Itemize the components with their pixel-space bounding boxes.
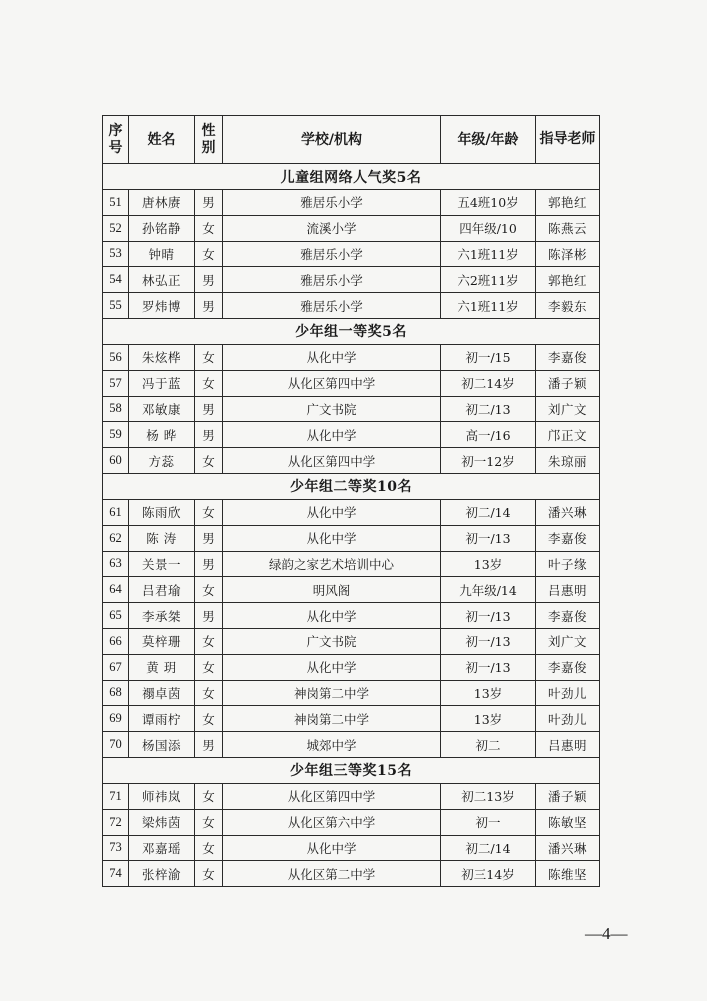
cell-name: 禤卓茵 [129,680,195,706]
cell-grade: 初二/14 [441,835,536,861]
table-row [103,809,600,835]
cell-school: 雅居乐小学 [223,241,441,267]
cell-school: 从化中学 [223,654,441,680]
cell-gender: 男 [195,525,223,551]
cell-gender: 女 [195,706,223,732]
cell-index: 70 [103,732,129,758]
table-row [103,344,600,370]
cell-school: 雅居乐小学 [223,190,441,216]
cell-index: 73 [103,835,129,861]
cell-school: 明风阁 [223,577,441,603]
cell-school: 从化区第六中学 [223,809,441,835]
cell-school: 雅居乐小学 [223,267,441,293]
cell-index: 63 [103,551,129,577]
cell-index: 72 [103,809,129,835]
cell-teacher: 李嘉俊 [536,654,600,680]
cell-school: 从化区第四中学 [223,448,441,474]
cell-gender: 女 [195,215,223,241]
cell-grade: 初二/13 [441,396,536,422]
cell-grade: 初二14岁 [441,370,536,396]
section-header-row [103,164,600,190]
cell-school: 城郊中学 [223,732,441,758]
cell-teacher: 潘兴琳 [536,835,600,861]
cell-name: 冯于蓝 [129,370,195,396]
header-index: 序号 [103,116,129,164]
cell-name: 关景一 [129,551,195,577]
cell-gender: 女 [195,448,223,474]
cell-gender: 男 [195,267,223,293]
cell-school: 绿韵之家艺术培训中心 [223,551,441,577]
cell-grade: 六1班11岁 [441,293,536,319]
cell-gender: 男 [195,732,223,758]
cell-name: 李承桀 [129,603,195,629]
award-roster-table [102,115,600,887]
cell-gender: 女 [195,783,223,809]
cell-teacher: 郭艳红 [536,190,600,216]
cell-grade: 九年级/14 [441,577,536,603]
cell-teacher: 朱琼丽 [536,448,600,474]
cell-teacher: 叶劲儿 [536,680,600,706]
table-row [103,654,600,680]
cell-teacher: 李毅东 [536,293,600,319]
cell-name: 杨 晔 [129,422,195,448]
cell-grade: 13岁 [441,706,536,732]
cell-index: 69 [103,706,129,732]
cell-grade: 13岁 [441,680,536,706]
cell-gender: 女 [195,499,223,525]
cell-index: 57 [103,370,129,396]
cell-name: 邓嘉瑶 [129,835,195,861]
table-row [103,241,600,267]
cell-teacher: 李嘉俊 [536,603,600,629]
header-row [103,116,600,164]
cell-index: 53 [103,241,129,267]
cell-name: 孙铭静 [129,215,195,241]
cell-name: 张梓渝 [129,861,195,887]
cell-school: 广文书院 [223,628,441,654]
cell-grade: 初一/13 [441,654,536,680]
cell-school: 从化中学 [223,603,441,629]
section-title: 少年组二等奖10名 [103,473,600,499]
cell-teacher: 郭艳红 [536,267,600,293]
cell-index: 52 [103,215,129,241]
cell-school: 流溪小学 [223,215,441,241]
cell-gender: 男 [195,603,223,629]
table-row [103,448,600,474]
cell-grade: 初二/14 [441,499,536,525]
cell-grade: 初一 [441,809,536,835]
cell-school: 从化区第四中学 [223,370,441,396]
cell-teacher: 陈敏坚 [536,809,600,835]
table-row [103,861,600,887]
cell-index: 66 [103,628,129,654]
cell-name: 莫梓珊 [129,628,195,654]
table-row [103,551,600,577]
cell-grade: 初二13岁 [441,783,536,809]
cell-grade: 高一/16 [441,422,536,448]
table-row [103,577,600,603]
table-row [103,499,600,525]
cell-grade: 初一12岁 [441,448,536,474]
section-title: 儿童组网络人气奖5名 [103,164,600,190]
cell-gender: 女 [195,344,223,370]
cell-gender: 女 [195,628,223,654]
cell-gender: 女 [195,241,223,267]
cell-grade: 13岁 [441,551,536,577]
table-row [103,680,600,706]
cell-index: 54 [103,267,129,293]
cell-name: 钟晴 [129,241,195,267]
table-row [103,783,600,809]
table-row [103,215,600,241]
cell-teacher: 邝正文 [536,422,600,448]
cell-index: 67 [103,654,129,680]
cell-grade: 六1班11岁 [441,241,536,267]
table-row [103,835,600,861]
cell-index: 71 [103,783,129,809]
cell-gender: 女 [195,370,223,396]
section-header-row [103,757,600,783]
cell-index: 68 [103,680,129,706]
section-title: 少年组一等奖5名 [103,318,600,344]
table-row [103,293,600,319]
cell-gender: 男 [195,190,223,216]
cell-grade: 初一/13 [441,603,536,629]
cell-school: 从化中学 [223,525,441,551]
cell-school: 雅居乐小学 [223,293,441,319]
cell-school: 从化中学 [223,422,441,448]
cell-gender: 女 [195,654,223,680]
cell-gender: 女 [195,577,223,603]
cell-index: 74 [103,861,129,887]
cell-teacher: 陈维坚 [536,861,600,887]
cell-teacher: 陈泽彬 [536,241,600,267]
cell-teacher: 叶子缘 [536,551,600,577]
cell-name: 杨国添 [129,732,195,758]
table-row [103,628,600,654]
table-row [103,190,600,216]
cell-teacher: 李嘉俊 [536,344,600,370]
cell-name: 罗炜博 [129,293,195,319]
table-row [103,396,600,422]
cell-gender: 女 [195,835,223,861]
table-row [103,370,600,396]
cell-grade: 初一/13 [441,628,536,654]
cell-gender: 男 [195,422,223,448]
cell-grade: 初二 [441,732,536,758]
cell-index: 61 [103,499,129,525]
page-number: —4— [585,924,628,943]
cell-teacher: 陈燕云 [536,215,600,241]
table-row [103,422,600,448]
cell-teacher: 刘广文 [536,396,600,422]
cell-teacher: 刘广文 [536,628,600,654]
section-header-row [103,318,600,344]
cell-teacher: 李嘉俊 [536,525,600,551]
cell-index: 62 [103,525,129,551]
cell-teacher: 潘兴琳 [536,499,600,525]
cell-gender: 女 [195,680,223,706]
table-row [103,267,600,293]
cell-grade: 初一/15 [441,344,536,370]
cell-gender: 男 [195,396,223,422]
cell-gender: 男 [195,293,223,319]
cell-name: 吕君瑜 [129,577,195,603]
header-name: 姓名 [129,116,195,164]
cell-grade: 四年级/10 [441,215,536,241]
cell-school: 从化中学 [223,499,441,525]
cell-name: 黄 玥 [129,654,195,680]
cell-gender: 女 [195,809,223,835]
cell-name: 谭雨柠 [129,706,195,732]
cell-name: 梁炜茵 [129,809,195,835]
cell-name: 林弘正 [129,267,195,293]
cell-school: 从化区第四中学 [223,783,441,809]
cell-name: 方蕊 [129,448,195,474]
cell-school: 神岗第二中学 [223,680,441,706]
cell-name: 师祎岚 [129,783,195,809]
cell-teacher: 吕惠明 [536,732,600,758]
cell-teacher: 吕惠明 [536,577,600,603]
cell-grade: 五4班10岁 [441,190,536,216]
cell-teacher: 潘子颖 [536,783,600,809]
section-title: 少年组三等奖15名 [103,757,600,783]
cell-name: 陈 涛 [129,525,195,551]
cell-gender: 女 [195,861,223,887]
cell-name: 邓敏康 [129,396,195,422]
cell-name: 朱炫桦 [129,344,195,370]
cell-teacher: 叶劲儿 [536,706,600,732]
cell-index: 60 [103,448,129,474]
cell-school: 广文书院 [223,396,441,422]
cell-index: 65 [103,603,129,629]
cell-name: 陈雨欣 [129,499,195,525]
cell-index: 58 [103,396,129,422]
cell-grade: 初一/13 [441,525,536,551]
table-row [103,706,600,732]
header-gender: 性别 [195,116,223,164]
cell-index: 51 [103,190,129,216]
header-teacher: 指导老师 [536,116,600,164]
cell-school: 从化区第二中学 [223,861,441,887]
cell-school: 从化中学 [223,835,441,861]
roster-body [103,164,600,887]
cell-index: 55 [103,293,129,319]
cell-gender: 男 [195,551,223,577]
cell-name: 唐林赓 [129,190,195,216]
table-row [103,603,600,629]
header-grade: 年级/年龄 [441,116,536,164]
section-header-row [103,473,600,499]
cell-index: 59 [103,422,129,448]
table-row [103,732,600,758]
cell-index: 56 [103,344,129,370]
cell-school: 从化中学 [223,344,441,370]
table-row [103,525,600,551]
cell-grade: 初三14岁 [441,861,536,887]
cell-grade: 六2班11岁 [441,267,536,293]
cell-teacher: 潘子颖 [536,370,600,396]
cell-school: 神岗第二中学 [223,706,441,732]
cell-index: 64 [103,577,129,603]
header-school: 学校/机构 [223,116,441,164]
